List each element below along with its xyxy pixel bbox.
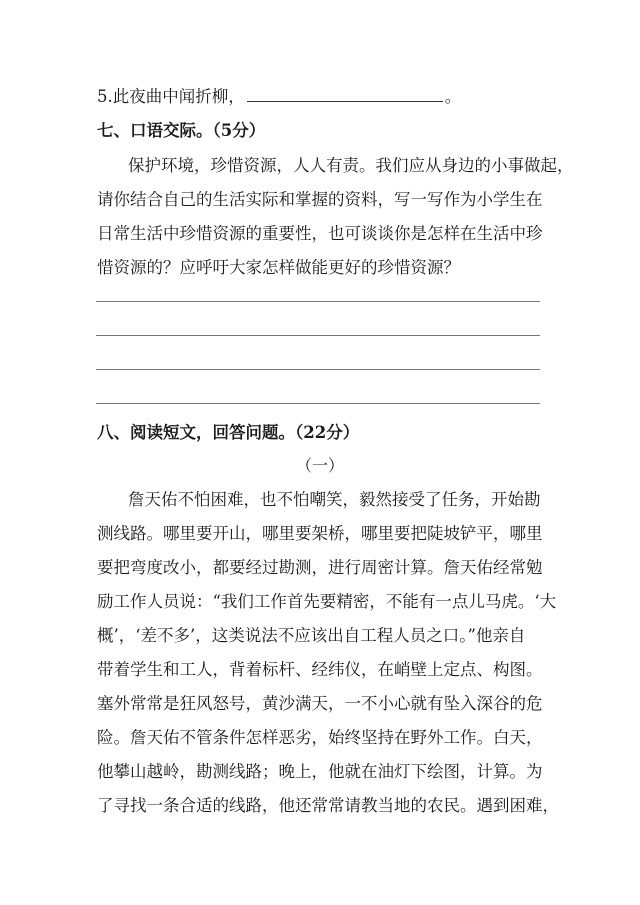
passage-line-3: 要把弯度改小，都要经过勘测，进行周密计算。詹天佑经常勉 [97,558,543,577]
passage-1-subtitle: （一） [295,456,344,475]
passage-line-4: 励工作人员说：“我们工作首先要精密，不能有一点儿马虎。‘大 [97,592,557,611]
question-5 [97,86,461,108]
passage-line-5: 概’，‘差不多’，这类说法不应该出自工程人员之口。”他亲自 [97,626,526,645]
question-5-end: 。 [444,87,462,106]
question-5-answer-blank[interactable] [247,87,443,102]
passage-line-1: 詹天佑不怕困难，也不怕嘲笑，毅然接受了任务，开始勘 [128,490,541,509]
passage-line-7: 塞外常常是狂风怒号，黄沙满天，一不小心就有坠入深谷的危 [97,694,543,713]
section-7-title: 七、口语交际。（5分） [97,121,266,140]
answer-line-3[interactable] [96,369,540,370]
passage-line-8: 险。詹天佑不管条件怎样恶劣，始终坚持在野外工作。白天， [97,728,543,747]
passage-line-9: 他攀山越岭，勘测线路；晚上，他就在油灯下绘图，计算。为 [97,762,543,781]
question-5-text: 5.此夜曲中闻折柳， [97,87,245,106]
passage-line-2: 测线路。哪里要开山，哪里要架桥，哪里要把陡坡铲平，哪里 [97,524,543,543]
section-7-line-4: 惜资源的？应呼吁大家怎样做能更好的珍惜资源？ [97,258,460,277]
answer-line-4[interactable] [96,403,540,404]
section-8-title: 八、阅读短文，回答问题。（22分） [97,423,360,442]
answer-line-1[interactable] [96,301,540,302]
section-7-line-3: 日常生活中珍惜资源的重要性，也可谈谈你是怎样在生活中珍 [97,224,543,243]
answer-line-2[interactable] [96,335,540,336]
section-7-line-2: 请你结合自己的生活实际和掌握的资料，写一写作为小学生在 [97,190,543,209]
section-7-line-1: 保护环境，珍惜资源，人人有责。我们应从身边的小事做起， [128,156,574,175]
passage-line-10: 了寻找一条合适的线路，他还常常请教当地的农民。遇到困难， [97,796,559,815]
passage-line-6: 带着学生和工人，背着标杆、经纬仪，在峭壁上定点、构图。 [97,660,543,679]
